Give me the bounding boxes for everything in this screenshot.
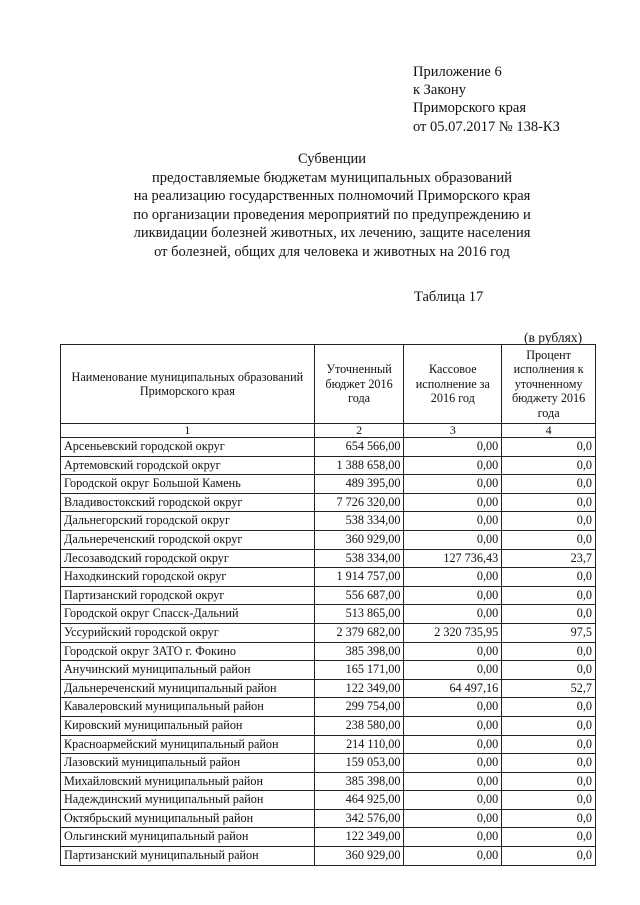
cell-cash-execution: 0,00 [404, 828, 502, 847]
cell-percent: 0,0 [502, 809, 596, 828]
column-number: 2 [314, 424, 404, 438]
cell-percent: 0,0 [502, 475, 596, 494]
cell-budget: 122 349,00 [314, 828, 404, 847]
document-title [0, 150, 640, 262]
table-row [61, 828, 596, 847]
cell-municipality: Владивостокский городской округ [61, 493, 315, 512]
title-line: ликвидации болезней животных, их лечению, защите населения [133, 225, 531, 242]
cell-cash-execution: 0,00 [404, 735, 502, 754]
cell-budget: 654 566,00 [314, 438, 404, 457]
cell-municipality: Городской округ ЗАТО г. Фокино [61, 642, 315, 661]
table-row [61, 549, 596, 568]
cell-budget: 385 398,00 [314, 772, 404, 791]
table-row [61, 791, 596, 810]
appendix-line: Приложение 6 [413, 64, 502, 80]
cell-budget: 360 929,00 [314, 847, 404, 866]
cell-municipality: Лазовский муниципальный район [61, 754, 315, 773]
cell-cash-execution: 0,00 [404, 493, 502, 512]
table-row [61, 772, 596, 791]
cell-municipality: Артемовский городской округ [61, 456, 315, 475]
cell-percent: 0,0 [502, 568, 596, 587]
cell-budget: 556 687,00 [314, 586, 404, 605]
cell-percent: 23,7 [502, 549, 596, 568]
cell-percent: 0,0 [502, 716, 596, 735]
cell-budget: 385 398,00 [314, 642, 404, 661]
cell-municipality: Красноармейский муниципальный район [61, 735, 315, 754]
cell-municipality: Октябрьский муниципальный район [61, 809, 315, 828]
cell-municipality: Дальнереченский муниципальный район [61, 679, 315, 698]
header-percent: Процент исполнения к уточненному бюджету 2016 года [502, 345, 596, 424]
cell-cash-execution: 0,00 [404, 754, 502, 773]
table-row [61, 809, 596, 828]
cell-percent: 52,7 [502, 679, 596, 698]
cell-percent: 0,0 [502, 698, 596, 717]
table-row [61, 735, 596, 754]
cell-percent: 0,0 [502, 605, 596, 624]
cell-cash-execution: 0,00 [404, 456, 502, 475]
cell-budget: 489 395,00 [314, 475, 404, 494]
units-label: (в рублях) [524, 330, 583, 345]
title-line: на реализацию государственных полномочий Приморского края [133, 188, 531, 205]
cell-percent: 0,0 [502, 642, 596, 661]
column-number: 3 [404, 424, 502, 438]
appendix-line: от 05.07.2017 № 138-КЗ [413, 118, 560, 135]
cell-percent: 97,5 [502, 623, 596, 642]
cell-percent: 0,0 [502, 735, 596, 754]
table-row [61, 679, 596, 698]
table-row [61, 456, 596, 475]
cell-municipality: Партизанский муниципальный район [61, 847, 315, 866]
cell-municipality: Анучинский муниципальный район [61, 661, 315, 680]
cell-cash-execution: 0,00 [404, 847, 502, 866]
cell-municipality: Ольгинский муниципальный район [61, 828, 315, 847]
title-heading: Субвенции [298, 151, 366, 167]
cell-budget: 214 110,00 [314, 735, 404, 754]
table-row [61, 754, 596, 773]
table-row [61, 847, 596, 866]
cell-municipality: Городской округ Большой Камень [61, 475, 315, 494]
title-line: от болезней, общих для человека и животных на 2016 год [154, 243, 510, 260]
cell-cash-execution: 0,00 [404, 475, 502, 494]
header-cash-execution: Кассовое исполнение за 2016 год [404, 345, 502, 424]
table-row [61, 493, 596, 512]
cell-budget: 122 349,00 [314, 679, 404, 698]
header-municipality: Наименование муниципальных образований Приморского края [61, 345, 315, 424]
cell-cash-execution: 0,00 [404, 791, 502, 810]
cell-percent: 0,0 [502, 791, 596, 810]
table-row [61, 716, 596, 735]
column-number: 1 [61, 424, 315, 438]
cell-cash-execution: 0,00 [404, 586, 502, 605]
cell-budget: 1 914 757,00 [314, 568, 404, 587]
cell-percent: 0,0 [502, 661, 596, 680]
cell-percent: 0,0 [502, 754, 596, 773]
table-row [61, 512, 596, 531]
cell-budget: 360 929,00 [314, 530, 404, 549]
appendix-line: к Закону [413, 82, 466, 99]
cell-budget: 538 334,00 [314, 549, 404, 568]
table-row [61, 568, 596, 587]
cell-budget: 238 580,00 [314, 716, 404, 735]
cell-budget: 159 053,00 [314, 754, 404, 773]
cell-municipality: Надеждинский муниципальный район [61, 791, 315, 810]
cell-municipality: Михайловский муниципальный район [61, 772, 315, 791]
cell-percent: 0,0 [502, 530, 596, 549]
cell-budget: 2 379 682,00 [314, 623, 404, 642]
cell-percent: 0,0 [502, 493, 596, 512]
cell-cash-execution: 0,00 [404, 809, 502, 828]
cell-percent: 0,0 [502, 772, 596, 791]
cell-percent: 0,0 [502, 586, 596, 605]
cell-cash-execution: 0,00 [404, 568, 502, 587]
cell-cash-execution: 64 497,16 [404, 679, 502, 698]
cell-cash-execution: 0,00 [404, 661, 502, 680]
subventions-table [60, 344, 596, 866]
cell-municipality: Кавалеровский муниципальный район [61, 698, 315, 717]
cell-cash-execution: 0,00 [404, 512, 502, 531]
cell-municipality: Уссурийский городской округ [61, 623, 315, 642]
cell-budget: 1 388 658,00 [314, 456, 404, 475]
cell-cash-execution: 127 736,43 [404, 549, 502, 568]
table-header-row [61, 345, 596, 424]
appendix-header [413, 63, 560, 136]
cell-municipality: Партизанский городской округ [61, 586, 315, 605]
cell-municipality: Дальнереченский городской округ [61, 530, 315, 549]
table-row [61, 530, 596, 549]
title-line: по организации проведения мероприятий по предупреждению и [133, 206, 531, 223]
cell-budget: 299 754,00 [314, 698, 404, 717]
cell-budget: 7 726 320,00 [314, 493, 404, 512]
header-budget: Уточненный бюджет 2016 года [314, 345, 404, 424]
cell-municipality: Лесозаводский городской округ [61, 549, 315, 568]
cell-cash-execution: 0,00 [404, 605, 502, 624]
cell-cash-execution: 0,00 [404, 772, 502, 791]
cell-municipality: Арсеньевский городской округ [61, 438, 315, 457]
table-row [61, 475, 596, 494]
cell-municipality: Находкинский городской округ [61, 568, 315, 587]
table-row [61, 605, 596, 624]
title-line: предоставляемые бюджетам муниципальных образований [151, 169, 513, 186]
cell-municipality: Кировский муниципальный район [61, 716, 315, 735]
table-row [61, 623, 596, 642]
cell-cash-execution: 0,00 [404, 716, 502, 735]
cell-percent: 0,0 [502, 512, 596, 531]
cell-cash-execution: 0,00 [404, 642, 502, 661]
table-body [61, 438, 596, 866]
table-row [61, 586, 596, 605]
cell-budget: 342 576,00 [314, 809, 404, 828]
cell-cash-execution: 0,00 [404, 698, 502, 717]
cell-percent: 0,0 [502, 847, 596, 866]
table-label: Таблица 17 [414, 289, 484, 305]
cell-budget: 165 171,00 [314, 661, 404, 680]
table-row [61, 642, 596, 661]
cell-percent: 0,0 [502, 438, 596, 457]
cell-budget: 464 925,00 [314, 791, 404, 810]
cell-municipality: Дальнегорский городской округ [61, 512, 315, 531]
cell-percent: 0,0 [502, 828, 596, 847]
cell-cash-execution: 0,00 [404, 530, 502, 549]
cell-municipality: Городской округ Спасск-Дальний [61, 605, 315, 624]
cell-percent: 0,0 [502, 456, 596, 475]
cell-budget: 538 334,00 [314, 512, 404, 531]
appendix-line: Приморского края [413, 100, 527, 117]
column-number-row [61, 424, 596, 438]
cell-budget: 513 865,00 [314, 605, 404, 624]
table-row [61, 438, 596, 457]
table-row [61, 661, 596, 680]
cell-cash-execution: 2 320 735,95 [404, 623, 502, 642]
column-number: 4 [502, 424, 596, 438]
table-row [61, 698, 596, 717]
cell-cash-execution: 0,00 [404, 438, 502, 457]
